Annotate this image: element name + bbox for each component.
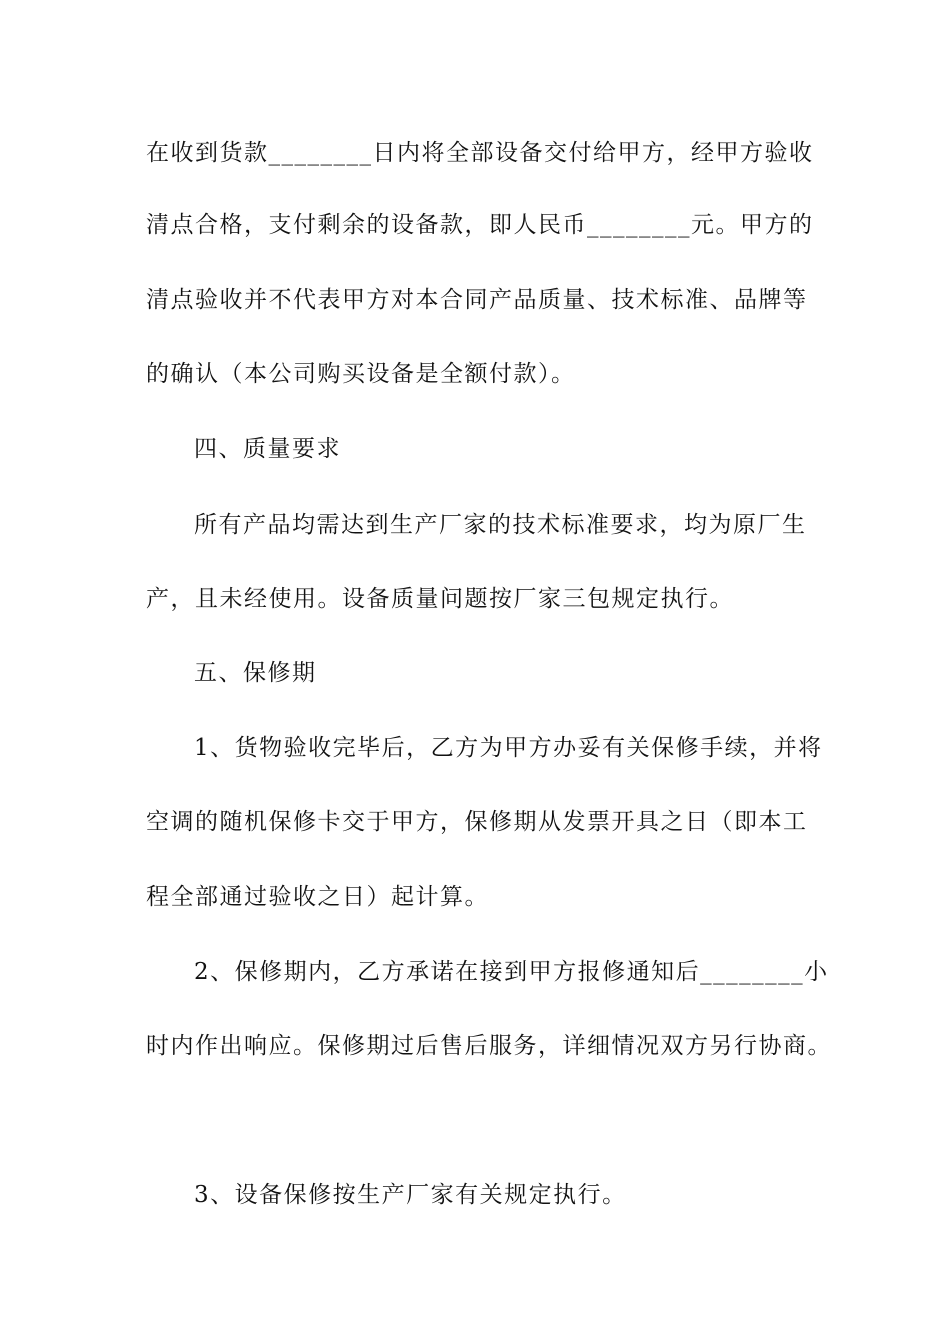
paragraph-line-1: 在收到货款________日内将全部设备交付给甲方，经甲方验收 [146, 140, 814, 166]
paragraph-line-2: 清点合格，支付剩余的设备款，即人民币________元。甲方的 [146, 212, 814, 238]
paragraph-line-warranty-5: 时内作出响应。保修期过后售后服务，详细情况双方另行协商。 [146, 1033, 832, 1059]
paragraph-line-warranty-1: 1、货物验收完毕后，乙方为甲方办妥有关保修手续，并将 [194, 735, 823, 761]
paragraph-line-warranty-4: 2、保修期内，乙方承诺在接到甲方报修通知后________小 [194, 959, 829, 985]
paragraph-line-warranty-2: 空调的随机保修卡交于甲方，保修期从发票开具之日（即本工 [146, 809, 808, 835]
section-heading-warranty: 五、保修期 [194, 660, 317, 686]
paragraph-line-quality-1: 所有产品均需达到生产厂家的技术标准要求，均为原厂生 [194, 512, 807, 538]
paragraph-line-warranty-6: 3、设备保修按生产厂家有关规定执行。 [194, 1182, 627, 1208]
paragraph-line-quality-2: 产，且未经使用。设备质量问题按厂家三包规定执行。 [146, 586, 734, 612]
paragraph-line-3: 清点验收并不代表甲方对本合同产品质量、技术标准、品牌等 [146, 287, 808, 313]
paragraph-line-warranty-3: 程全部通过验收之日）起计算。 [146, 884, 489, 910]
paragraph-line-4: 的确认（本公司购买设备是全额付款）。 [146, 361, 576, 387]
section-heading-quality: 四、质量要求 [194, 436, 341, 462]
